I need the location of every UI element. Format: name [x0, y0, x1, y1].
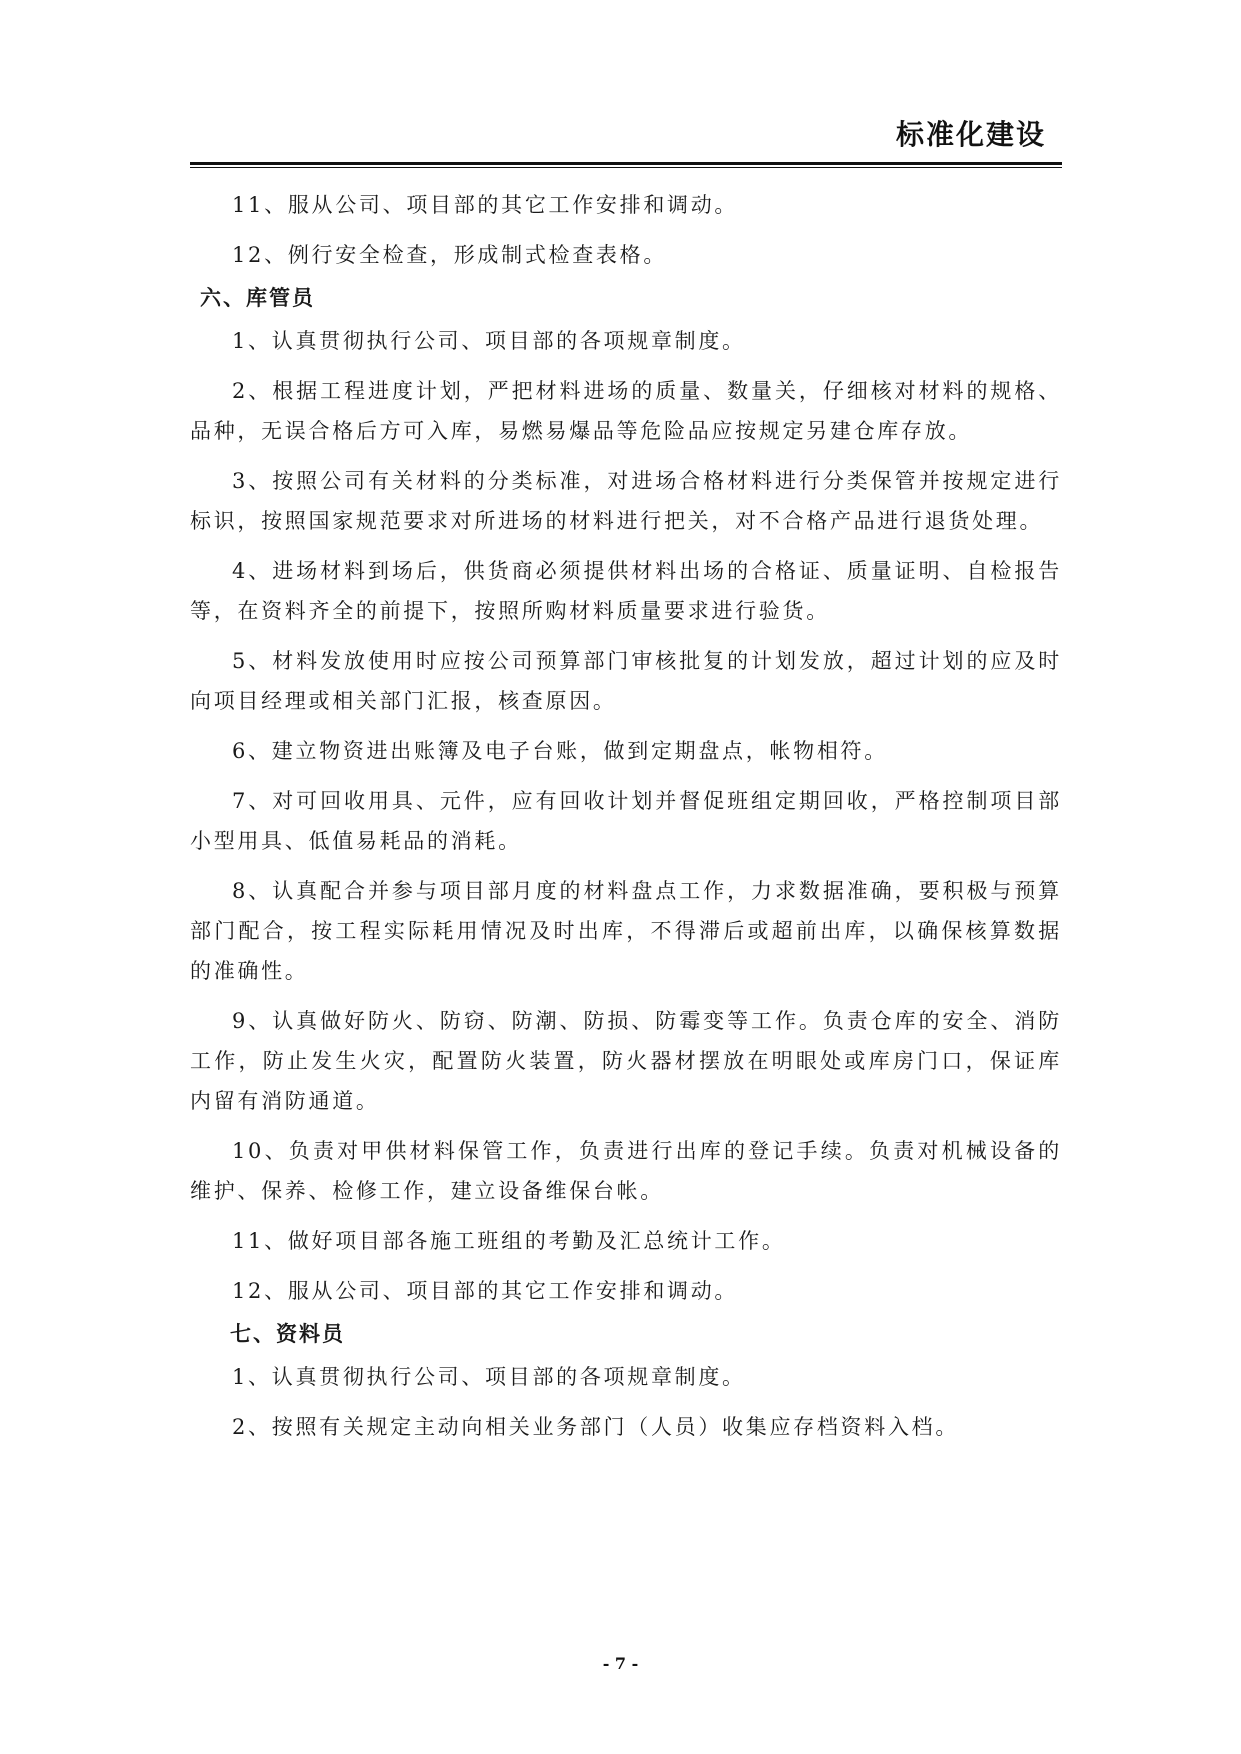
- document-body: [190, 180, 1062, 1452]
- paragraph: 10、负责对甲供材料保管工作，负责进行出库的登记手续。负责对机械设备的维护、保养、检修工作，建立设备维保台帐。: [190, 1139, 1062, 1203]
- paragraph: 9、认真做好防火、防窃、防潮、防损、防霉变等工作。负责仓库的安全、消防工作，防止发生火灾，配置防火装置，防火器材摆放在明眼处或库房门口，保证库内留有消防通道。: [190, 1009, 1062, 1113]
- paragraph: 12、例行安全检查，形成制式检查表格。: [232, 243, 668, 267]
- paragraph: 11、服从公司、项目部的其它工作安排和调动。: [232, 193, 739, 217]
- section-title-records-clerk: 七、资料员: [230, 1321, 345, 1346]
- paragraph: 1、认真贯彻执行公司、项目部的各项规章制度。: [232, 329, 746, 353]
- paragraph: 6、建立物资进出账簿及电子台账，做到定期盘点，帐物相符。: [232, 739, 888, 763]
- paragraph: 1、认真贯彻执行公司、项目部的各项规章制度。: [232, 1365, 746, 1389]
- paragraph: 4、进场材料到场后，供货商必须提供材料出场的合格证、质量证明、自检报告等，在资料齐全的前提下，按照所购材料质量要求进行验货。: [190, 559, 1062, 623]
- header-rule-thick: [190, 162, 1062, 165]
- paragraph: 2、按照有关规定主动向相关业务部门（人员）收集应存档资料入档。: [232, 1415, 960, 1439]
- paragraph: 8、认真配合并参与项目部月度的材料盘点工作，力求数据准确，要积极与预算部门配合，按工程实际耗用情况及时出库，不得滞后或超前出库，以确保核算数据的准确性。: [190, 879, 1062, 983]
- paragraph: 5、材料发放使用时应按公司预算部门审核批复的计划发放，超过计划的应及时向项目经理或相关部门汇报，核查原因。: [190, 649, 1062, 713]
- paragraph: 12、服从公司、项目部的其它工作安排和调动。: [232, 1279, 739, 1303]
- section-title-storekeeper: 六、库管员: [200, 285, 315, 310]
- header-rule-thin: [190, 167, 1062, 168]
- running-header-title: 标准化建设: [895, 118, 1046, 151]
- paragraph: 7、对可回收用具、元件，应有回收计划并督促班组定期回收，严格控制项目部小型用具、低值易耗品的消耗。: [190, 789, 1062, 853]
- page-number: - 7 -: [602, 1654, 639, 1673]
- paragraph: 11、做好项目部各施工班组的考勤及汇总统计工作。: [232, 1229, 786, 1253]
- paragraph: 3、按照公司有关材料的分类标准，对进场合格材料进行分类保管并按规定进行标识，按照国家规范要求对所进场的材料进行把关，对不合格产品进行退货处理。: [190, 469, 1062, 533]
- paragraph: 2、根据工程进度计划，严把材料进场的质量、数量关，仔细核对材料的规格、品种，无误合格后方可入库，易燃易爆品等危险品应按规定另建仓库存放。: [190, 379, 1062, 443]
